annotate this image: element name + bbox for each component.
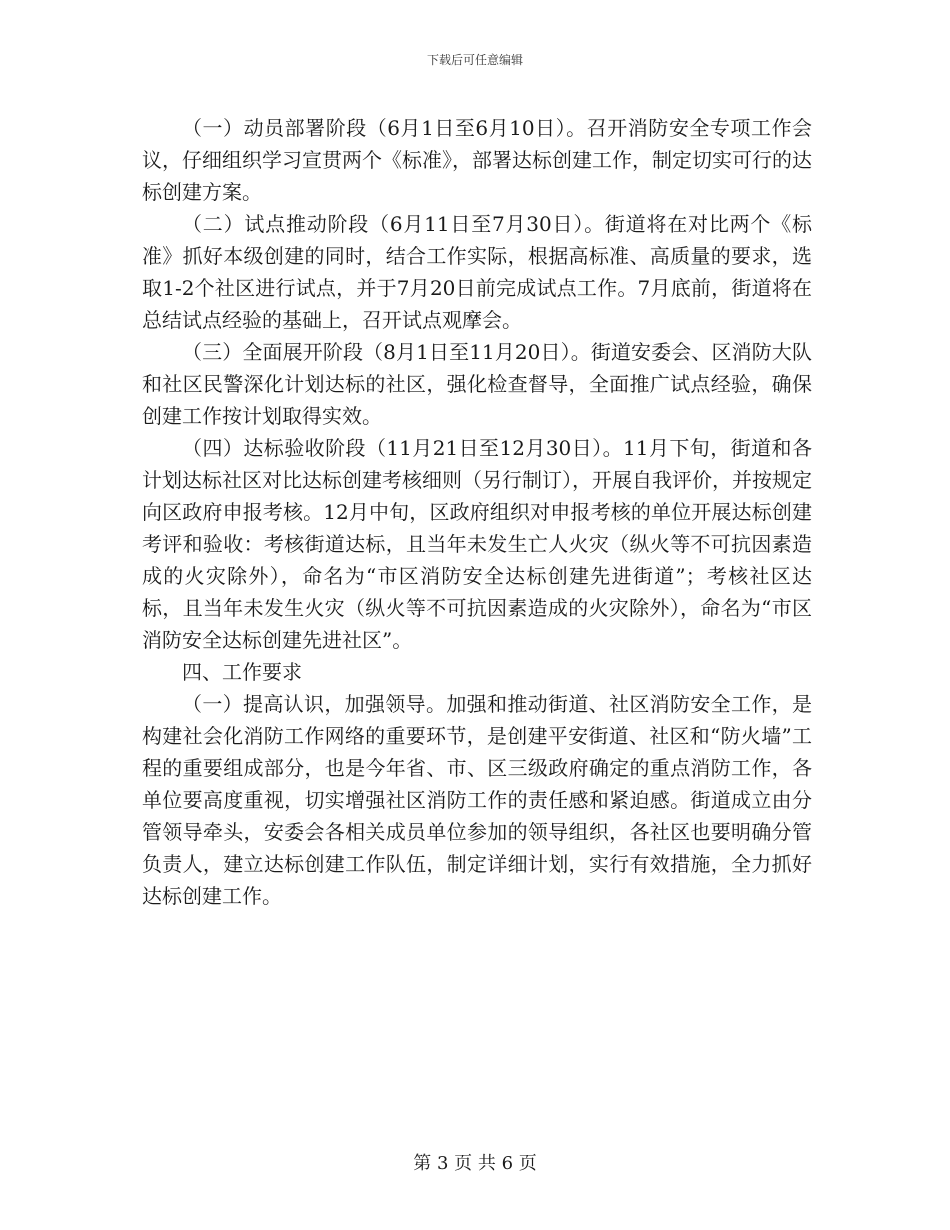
section-heading-work-requirements: 四、工作要求: [182, 660, 302, 684]
paragraph-phase-pilot: （二）试点推动阶段（6月11日至7月30日）。街道将在对比两个《标准》抓好本级创建的同时，结合工作实际，根据高标准、高质量的要求，选取1-2个社区进行试点，并于7月20日前完成试点工作。7月底前，街道将在总结试点经验的基础上，召开试点观摩会。: [142, 212, 812, 332]
document-body: [142, 112, 812, 912]
paragraph-phase-mobilization: （一）动员部署阶段（6月1日至6月10日）。召开消防安全专项工作会议，仔细组织学习宣贯两个《标准》，部署达标创建工作，制定切实可行的达标创建方案。: [142, 116, 812, 204]
paragraph-phase-acceptance: （四）达标验收阶段（11月21日至12月30日）。11月下旬，街道和各计划达标社区对比达标创建考核细则（另行制订），开展自我评价，并按规定向区政府申报考核。12月中旬，区政府组织对申报考核的单位开展达标创建考评和验收：考核街道达标，且当年未发生亡人火灾（纵火等不可抗因素造成的火灾除外），命名为“市区消防安全达标创建先进街道”；考核社区达标，且当年未发生火灾（纵火等不可抗因素造成的火灾除外），命名为“市区消防安全达标创建先进社区”。: [142, 436, 812, 652]
paragraph-phase-rollout: （三）全面展开阶段（8月1日至11月20日）。街道安委会、区消防大队和社区民警深化计划达标的社区，强化检查督导，全面推广试点经验，确保创建工作按计划取得实效。: [142, 340, 812, 428]
paragraph-leadership: （一）提高认识，加强领导。加强和推动街道、社区消防安全工作，是构建社会化消防工作网络的重要环节，是创建平安街道、社区和“防火墙”工程的重要组成部分，也是今年省、市、区三级政府确定的重点消防工作，各单位要高度重视，切实增强社区消防工作的责任感和紧迫感。街道成立由分管领导牵头，安委会各相关成员单位参加的领导组织，各社区也要明确分管负责人，建立达标创建工作队伍，制定详细计划，实行有效措施，全力抓好达标创建工作。: [142, 692, 812, 908]
page-number: 第 3 页 共 6 页: [413, 1153, 537, 1174]
page-header: 下载后可任意编辑: [426, 53, 523, 67]
